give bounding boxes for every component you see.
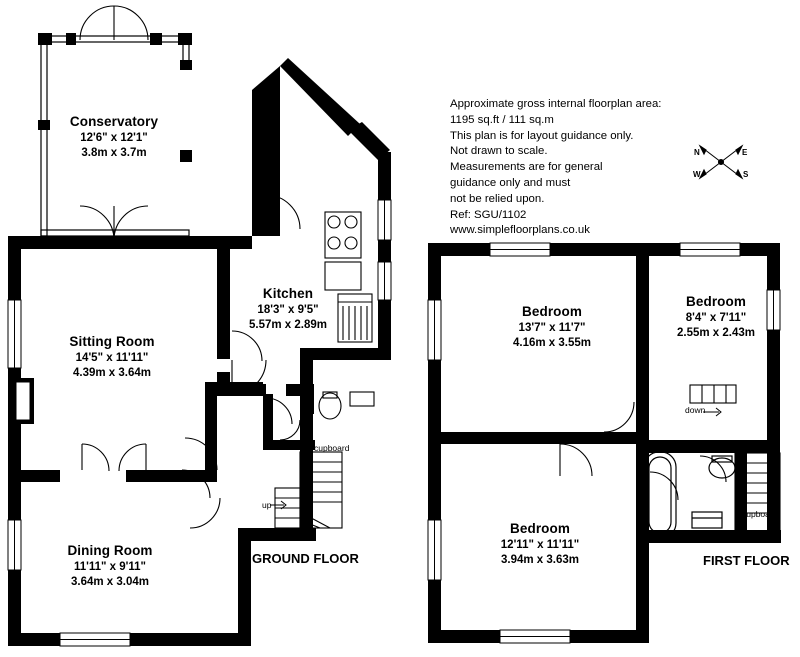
note-line-2: 1195 sq.ft / 111 sq.m	[450, 113, 554, 126]
room-label-bedroom-3	[460, 520, 620, 568]
room-dim-metric-bedroom-1: 4.16m x 3.55m	[512, 336, 591, 349]
room-name-bedroom-3: Bedroom	[510, 521, 570, 536]
room-name-kitchen: Kitchen	[262, 286, 314, 301]
floorplan-notes	[450, 97, 661, 239]
room-label-kitchen	[228, 285, 348, 333]
wc-fittings	[319, 392, 374, 419]
note-line-5: Measurements are for general	[450, 161, 603, 174]
room-label-dining-room	[30, 542, 190, 590]
compass-label-w: W	[693, 170, 701, 179]
room-dim-imperial-dining-room: 11'11" x 9'11"	[73, 560, 147, 573]
room-dim-metric-dining-room: 3.64m x 3.04m	[70, 575, 149, 588]
room-name-conservatory: Conservatory	[69, 114, 159, 129]
fireplace	[12, 378, 34, 424]
room-dim-metric-bedroom-2: 2.55m x 2.43m	[676, 326, 755, 339]
annotation-down-stairs: down	[685, 405, 706, 415]
note-line-7: not be relied upon.	[450, 192, 545, 205]
room-label-conservatory	[40, 113, 188, 161]
room-dim-imperial-bedroom-2: 8'4" x 7'11"	[685, 311, 747, 324]
first-floor-title: FIRST FLOOR	[703, 553, 790, 568]
room-name-bedroom-1: Bedroom	[522, 304, 582, 319]
room-label-bedroom-2	[648, 293, 784, 341]
annotation-cupboard-first: cupboard	[742, 509, 778, 519]
room-dim-imperial-kitchen: 18'3" x 9'5"	[257, 303, 319, 316]
compass-label-n: N	[694, 148, 700, 157]
note-line-4: Not drawn to scale.	[450, 145, 548, 158]
compass-label-e: E	[742, 148, 748, 157]
room-dim-metric-sitting-room: 4.39m x 3.64m	[72, 366, 151, 379]
note-line-9: www.simplefloorplans.co.uk	[450, 224, 590, 237]
note-line-1: Approximate gross internal floorplan area:	[450, 98, 662, 110]
room-dim-imperial-bedroom-3: 12'11" x 11'11"	[500, 538, 580, 551]
compass-label-s: S	[743, 170, 749, 179]
room-name-dining-room: Dining Room	[67, 543, 153, 558]
bathroom-fittings	[644, 452, 735, 538]
note-line-6: guidance only and must	[450, 176, 571, 189]
room-dim-imperial-bedroom-1: 13'7" x 11'7"	[518, 321, 586, 334]
ground-floor-title: GROUND FLOOR	[252, 551, 359, 566]
room-dim-imperial-conservatory: 12'6" x 12'1"	[80, 131, 148, 144]
room-dim-metric-bedroom-3: 3.94m x 3.63m	[500, 553, 579, 566]
room-label-bedroom-1	[472, 303, 632, 351]
annotation-up-stairs: up	[262, 500, 272, 510]
room-dim-imperial-sitting-room: 14'5" x 11'11"	[75, 351, 149, 364]
room-dim-metric-conservatory: 3.8m x 3.7m	[81, 146, 147, 159]
compass-rose	[700, 146, 742, 178]
note-line-8: Ref: SGU/1102	[450, 208, 527, 221]
annotation-cupboard-ground: cupboard	[314, 443, 350, 453]
room-dim-metric-kitchen: 5.57m x 2.89m	[248, 318, 327, 331]
note-line-3: This plan is for layout guidance only.	[450, 129, 634, 142]
room-name-bedroom-2: Bedroom	[686, 294, 746, 309]
room-label-sitting-room	[32, 333, 192, 381]
room-name-sitting-room: Sitting Room	[69, 334, 155, 349]
